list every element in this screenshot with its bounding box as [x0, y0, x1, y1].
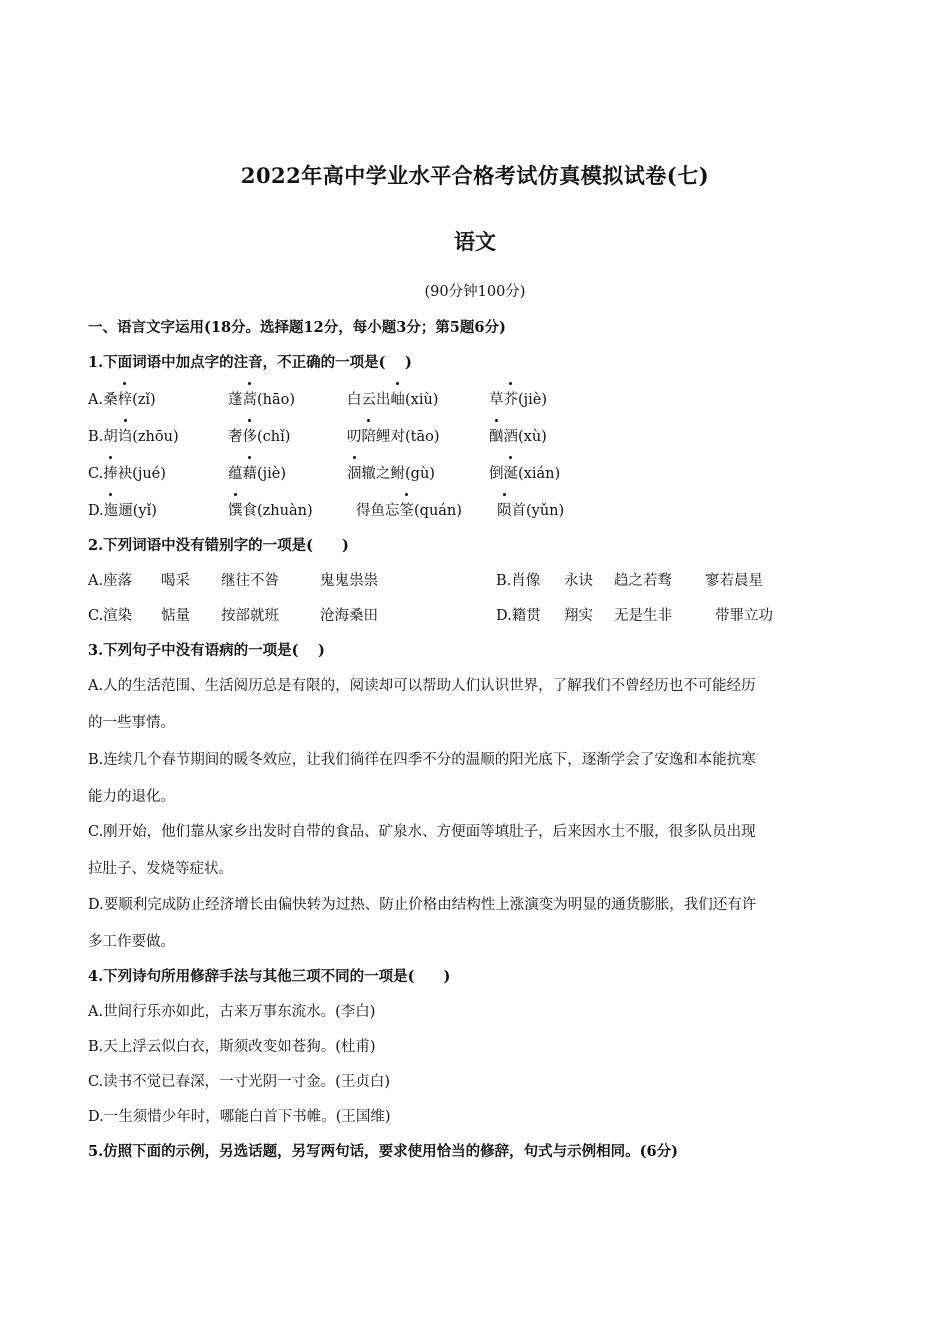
q3-option-a-line2: 的一些事情。: [88, 715, 175, 731]
q3-option-b-line2: 能力的退化。: [88, 789, 175, 805]
q2-word: 趋之若骛: [614, 573, 672, 589]
q3-option-a-line1: A.人的生活范围、生活阅历总是有限的，阅读却可以帮助人们认识世界，了解我们不曾经历也不可能经历: [88, 678, 756, 694]
q1-a-item-4: 草芥(jiè): [489, 388, 547, 409]
q2-word: 带罪立功: [715, 608, 773, 624]
q3-option-b-line1: B.连续几个春节期间的暖冬效应，让我们徜徉在四季不分的温顺的阳光底下，逐渐学会了安逸和本能抗寒: [88, 752, 756, 768]
q2-word: 惦量: [161, 608, 190, 624]
q1-d-item-2: 馔食(zhuàn): [228, 499, 313, 520]
q4-option-b: B.天上浮云似白衣，斯须改变如苍狗。(杜甫): [88, 1039, 376, 1055]
question-3-stem: 3.下列句子中没有语病的一项是( ): [88, 642, 325, 659]
q1-b-item-2: 奢侈(chǐ): [228, 425, 290, 446]
exam-title: 2022年高中学业水平合格考试仿真模拟试卷(七): [240, 163, 710, 188]
q1-d-item-1: D.迤逦(yǐ): [88, 499, 157, 520]
q2-word: 沧海桑田: [320, 608, 378, 624]
question-5-stem: 5.仿照下面的示例，另选话题，另写两句话，要求使用恰当的修辞，句式与示例相同。(6分): [88, 1143, 678, 1160]
q1-a-item-3: 白云出岫(xiù): [347, 388, 438, 409]
section-heading: 一、语言文字运用(18分。选择题12分，每小题3分；第5题6分): [88, 319, 506, 336]
q2-word: 永诀: [564, 573, 593, 589]
exam-duration: (90分钟100分): [424, 284, 526, 300]
q2-word: A.座落: [88, 573, 133, 589]
q1-b-item-1: B.胡诌(zhōu): [88, 425, 179, 446]
q4-option-d: D.一生须惜少年时，哪能白首下书帷。(王国维): [88, 1109, 391, 1125]
q1-c-item-2: 蕴藉(jiè): [228, 462, 286, 483]
q4-option-c: C.读书不觉已春深，一寸光阴一寸金。(王贞白): [88, 1074, 390, 1090]
question-4-stem: 4.下列诗句所用修辞手法与其他三项不同的一项是( ): [88, 968, 451, 985]
subject-title: 语文: [454, 229, 496, 254]
q3-option-c-line2: 拉肚子、发烧等症状。: [88, 861, 233, 877]
q1-a-item-2: 蓬蒿(hāo): [228, 388, 295, 409]
q1-c-item-1: C.捧袂(jué): [88, 462, 166, 483]
q2-word: 鬼鬼祟祟: [320, 573, 378, 589]
q1-c-item-3: 涸辙之鲋(gù): [347, 462, 435, 483]
q1-b-item-3: 叨陪鲤对(tāo): [347, 425, 440, 446]
q3-option-d-line1: D.要顺利完成防止经济增长由偏快转为过热、防止价格由结构性上涨演变为明显的通货膨胀，我们还有许: [88, 897, 757, 913]
q3-option-c-line1: C.刚开始，他们靠从家乡出发时自带的食品、矿泉水、方便面等填肚子，后来因水土不服，很多队员出现: [88, 824, 756, 840]
q2-word: 寥若晨星: [705, 573, 763, 589]
q2-word: 翔实: [564, 608, 593, 624]
q2-word: C.渲染: [88, 608, 133, 624]
q1-c-item-4: 倒涎(xián): [489, 462, 560, 483]
q2-word: 按部就班: [221, 608, 279, 624]
q1-d-item-3: 得鱼忘筌(quán): [356, 499, 462, 520]
q2-word: 无是生非: [614, 608, 672, 624]
q1-b-item-4: 酗酒(xù): [489, 425, 547, 446]
q2-word: 继往不咎: [221, 573, 279, 589]
q1-a-item-1: A.桑梓(zǐ): [88, 388, 156, 409]
q3-option-d-line2: 多工作要做。: [88, 934, 175, 950]
question-1-stem: 1.下面词语中加点字的注音，不正确的一项是( ): [88, 354, 412, 371]
q1-d-item-4: 陨首(yǔn): [497, 499, 564, 520]
q2-word: 喝采: [161, 573, 190, 589]
question-2-stem: 2.下列词语中没有错别字的一项是( ): [88, 537, 349, 554]
q2-word: B.肖像: [496, 573, 541, 589]
q4-option-a: A.世间行乐亦如此，古来万事东流水。(李白): [88, 1004, 376, 1020]
q2-word: D.籍贯: [496, 608, 541, 624]
